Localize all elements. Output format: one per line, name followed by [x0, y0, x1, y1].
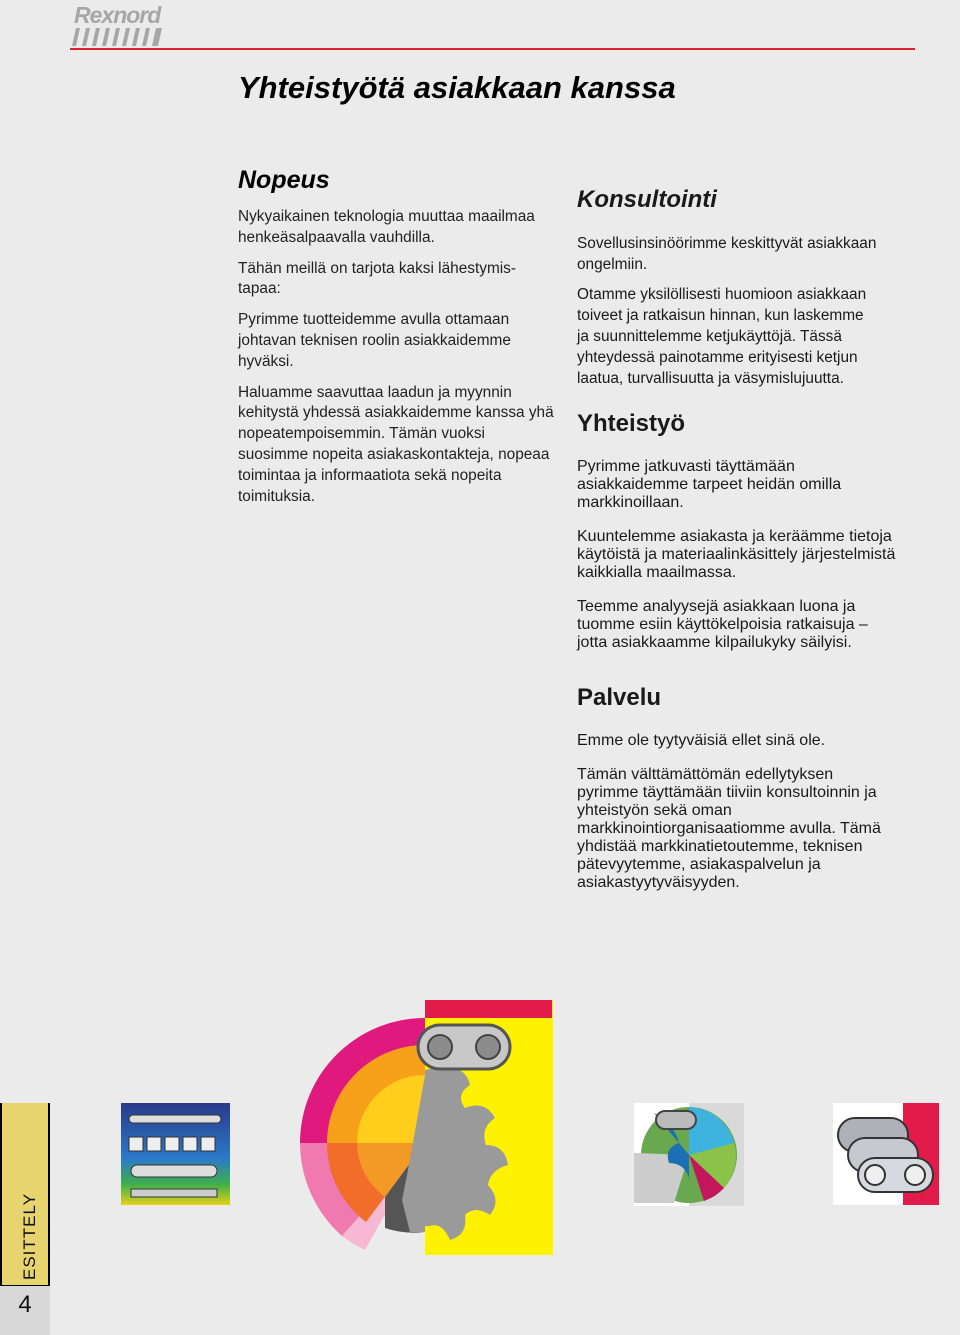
paragraph: Tähän meillä on tarjota kaksi lähestymis-tapaa:	[238, 259, 517, 298]
heading-konsultointi: Konsultointi	[577, 185, 717, 213]
heading-yhteistyo: Yhteistyö	[577, 409, 686, 437]
paragraph: Emme ole tyytyväisiä ellet sinä ole.	[577, 731, 826, 749]
sprocket-picture	[634, 1103, 744, 1206]
paragraph: Pyrimme jatkuvasti täyttämään asiakkaidemme tarpeet heidän omilla markkinoillaan.	[577, 457, 842, 511]
page-title: Yhteistyötä asiakkaan kanssa	[238, 70, 676, 105]
paragraph: Pyrimme tuotteidemme avulla ottamaan johtavan teknisen roolin asiakkaidemme hyväksi.	[238, 311, 511, 370]
logo-wordmark: Rexnord	[74, 2, 161, 28]
heading-nopeus: Nopeus	[238, 166, 330, 194]
paragraph: Haluamme saavuttaa laadun ja myynnin kehitystä yhdessä asiakkaidemme kanssa yhä nopeatempoisemmin. Tämän vuoksi suosimme nopeita asiakaskontakteja, nopeaa toimintaa ja informaatiota sekä nopeita toimituksia.	[238, 383, 554, 505]
section-yhteistyo	[577, 390, 907, 668]
page-number: 4	[0, 1285, 50, 1335]
paragraph: Otamme yksilöllisesti huomioon asiakkaan toiveet ja ratkaisun hinnan, kun laskemme ja suunnittelemme ketjukäyttöjä. Tässä yhteydessä painotamme erityisesti ketjun laatua, turvallisuutta ja väsymislujuutta.	[577, 286, 867, 387]
heading-palvelu: Palvelu	[577, 683, 662, 711]
paragraph: Tämän välttämättömän edellytyksen pyrimme täyttämään tiiviin konsultoinnin ja yhteistyön sekä oman markkinointiorganisaatiomme avulla. Tämä yhdistää markkinatietoutemme, teknisen pätevyytemme, asiakaspalvelun ja asiakastyytyväisyyden.	[577, 765, 881, 891]
section-tab-label: ESITTELY	[20, 1192, 39, 1280]
header-rule	[70, 48, 915, 50]
paragraph: Kuuntelemme asiakasta ja keräämme tietoja käytöistä ja materiaalinkäsittely järjestelmistä kaikkialla maailmassa.	[577, 527, 896, 581]
section-nopeus	[238, 166, 568, 517]
paragraph: Nykyaikainen teknologia muuttaa maailmaa henkeäsalpaavalla vauhdilla.	[238, 208, 535, 246]
chain-types-picture	[121, 1103, 230, 1205]
chain-sprocket-illustration	[290, 1000, 560, 1260]
rexnord-logo	[70, 2, 180, 46]
tab-divider	[0, 1285, 50, 1286]
roller-chain-picture	[833, 1103, 939, 1205]
section-palvelu	[577, 664, 907, 908]
paragraph: Sovellusinsinöörimme keskittyvät asiakkaan ongelmiin.	[577, 234, 877, 273]
logo-bars-icon	[70, 28, 170, 46]
paragraph: Teemme analyysejä asiakkaan luona ja tuomme esiin käyttökelpoisia ratkaisuja – jotta asiakkaamme kilpailukyky säilyisi.	[577, 597, 868, 651]
section-konsultointi	[577, 166, 907, 389]
